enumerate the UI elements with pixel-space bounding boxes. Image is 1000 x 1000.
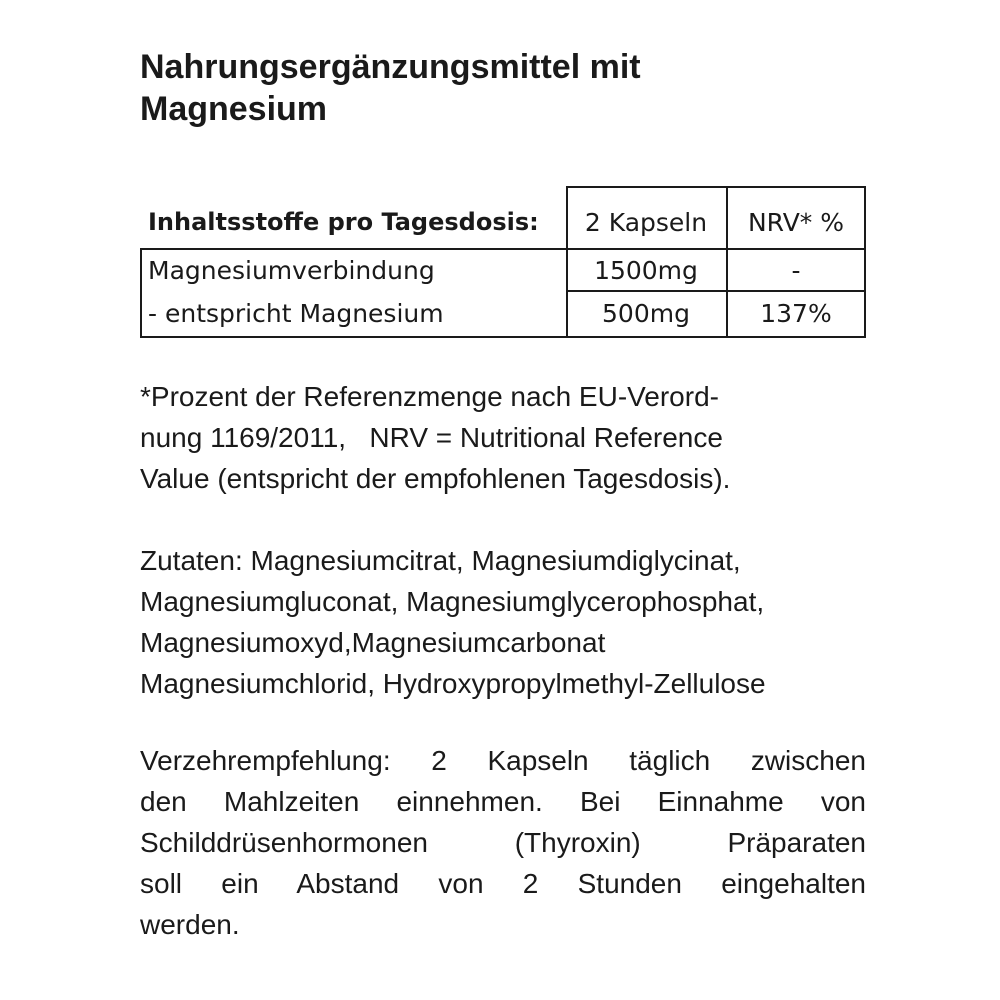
recommendation-paragraph [140,740,866,945]
table-header-dose: 2 Kapseln [584,207,708,237]
table-row-2-dose: 500mg [602,298,690,328]
table-header-nrv: NRV* % [747,207,844,237]
ingredients-line: Magnesiumchlorid, Hydroxypropylmethyl-Zellulose [140,668,766,699]
table-line-bottom [140,336,866,338]
footnote-line: nung 1169/2011, NRV = Nutritional Reference [140,422,723,453]
recommendation-line: Schilddrüsenhormonen (Thyroxin) Präparaten [140,827,866,858]
table-row-2-nrv: 137% [760,298,832,328]
footnote-line: *Prozent der Referenzmenge nach EU-Verord- [140,381,719,412]
table-row-2-label: - entspricht Magnesium [148,298,444,328]
table-header-label: Inhaltsstoffe pro Tagesdosis: [148,208,539,236]
title-line-1: Nahrungsergänzungsmittel mit [140,48,641,86]
recommendation-line: soll ein Abstand von 2 Stunden eingehalten [140,868,866,899]
ingredients-paragraph [140,540,866,704]
recommendation-line: werden. [140,909,240,940]
nutrition-table [140,186,866,338]
table-row-1-nrv: - [791,255,801,285]
footnote-line: Value (entspricht der empfohlenen Tagesdosis). [140,463,731,494]
table-line-left [140,248,142,338]
table-row-1-dose: 1500mg [594,255,698,285]
ingredients-line: Magnesiumgluconat, Magnesiumglycerophosphat, [140,586,765,617]
ingredients-line: Zutaten: Magnesiumcitrat, Magnesiumdiglycinat, [140,545,741,576]
recommendation-line: den Mahlzeiten einnehmen. Bei Einnahme von [140,786,866,817]
table-line-header-top [566,186,866,188]
footnote-paragraph [140,376,866,499]
ingredients-line: Magnesiumoxyd,Magnesiumcarbonat [140,627,606,658]
page-title [140,46,866,130]
title-line-2: Magnesium [140,90,328,128]
recommendation-line: Verzehrempfehlung: 2 Kapseln täglich zwischen [140,745,866,776]
table-row-1-label: Magnesiumverbindung [148,255,435,285]
